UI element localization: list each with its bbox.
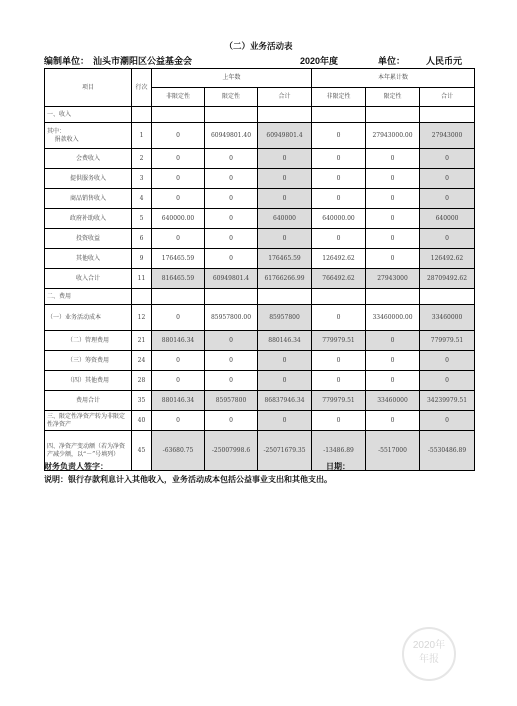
cell-prev-total: 60949801.4: [258, 123, 312, 149]
cell-prev-restricted: 60949801.40: [205, 123, 258, 149]
row-label: 政府补助收入: [45, 209, 132, 229]
cell-curr-restricted: 0: [366, 351, 420, 371]
cell-prev-restricted: 0: [205, 189, 258, 209]
footnote: 说明：银行存款利息计入其他收入，业务活动成本包括公益事业支出和其他支出。: [44, 475, 332, 484]
cell-curr-restricted: [366, 107, 420, 123]
row-number: 45: [132, 431, 152, 471]
table-row: [45, 411, 475, 431]
cell-curr-total: 126492.62: [420, 249, 475, 269]
cell-prev-unrestricted: 640000.00: [152, 209, 205, 229]
table-row: [45, 149, 475, 169]
cell-prev-unrestricted: -63680.75: [152, 431, 205, 471]
cell-curr-total: 0: [420, 351, 475, 371]
cell-prev-total: 640000: [258, 209, 312, 229]
row-label: （三）筹资费用: [45, 351, 132, 371]
cell-prev-restricted: 0: [205, 411, 258, 431]
row-number: 11: [132, 269, 152, 289]
cell-curr-restricted: 0: [366, 169, 420, 189]
cell-prev-unrestricted: 0: [152, 149, 205, 169]
cell-prev-total: 0: [258, 229, 312, 249]
report-year: 2020年度: [300, 56, 339, 66]
row-label: 三、限定性净资产转为非限定性净资产: [45, 411, 132, 431]
cell-curr-restricted: 27943000: [366, 269, 420, 289]
cell-curr-restricted: 0: [366, 371, 420, 391]
cell-prev-total: 0: [258, 169, 312, 189]
cell-curr-restricted: 33460000.00: [366, 305, 420, 331]
row-label: （一）业务活动成本: [45, 305, 132, 331]
activity-table: [44, 68, 475, 471]
cell-curr-unrestricted: 766492.62: [312, 269, 366, 289]
cell-prev-restricted: 0: [205, 351, 258, 371]
cell-curr-restricted: 27943000.00: [366, 123, 420, 149]
row-number: 1: [132, 123, 152, 149]
currency-label: 单位：: [378, 56, 406, 66]
cell-prev-unrestricted: [152, 289, 205, 305]
cell-prev-restricted: 60949801.4: [205, 269, 258, 289]
cell-prev-unrestricted: 880146.34: [152, 391, 205, 411]
annual-report-watermark: [402, 627, 456, 681]
cell-curr-total: 33460000: [420, 305, 475, 331]
table-row: [45, 107, 475, 123]
cell-prev-unrestricted: 0: [152, 371, 205, 391]
header-prev-total: 合计: [258, 88, 312, 107]
table-row: [45, 305, 475, 331]
cell-curr-unrestricted: 0: [312, 351, 366, 371]
watermark-label: 年报: [419, 654, 439, 665]
cell-curr-total: 640000: [420, 209, 475, 229]
cell-curr-unrestricted: 0: [312, 305, 366, 331]
cell-prev-total: 85957800: [258, 305, 312, 331]
row-label: 二、费用: [45, 289, 132, 305]
cell-curr-unrestricted: 126492.62: [312, 249, 366, 269]
row-number: 4: [132, 189, 152, 209]
cell-prev-unrestricted: 0: [152, 123, 205, 149]
cell-prev-restricted: 85957800.00: [205, 305, 258, 331]
cell-prev-restricted: 0: [205, 331, 258, 351]
report-title: （二）业务活动表: [224, 41, 293, 51]
cell-curr-unrestricted: 0: [312, 189, 366, 209]
cell-curr-unrestricted: 0: [312, 229, 366, 249]
row-number: 28: [132, 371, 152, 391]
cell-prev-restricted: -25007998.6: [205, 431, 258, 471]
cell-curr-unrestricted: 0: [312, 371, 366, 391]
row-number: 2: [132, 149, 152, 169]
cell-curr-restricted: 0: [366, 209, 420, 229]
header-prev-unrestricted: 非限定性: [152, 88, 205, 107]
row-number: 35: [132, 391, 152, 411]
row-label: 其中： 捐款收入: [45, 123, 132, 149]
cell-curr-unrestricted: [312, 289, 366, 305]
row-number: 21: [132, 331, 152, 351]
cell-curr-restricted: 0: [366, 189, 420, 209]
org-label-text: 编制单位：: [44, 56, 90, 66]
cell-prev-restricted: 0: [205, 229, 258, 249]
cell-curr-unrestricted: 640000.00: [312, 209, 366, 229]
table-row: [45, 269, 475, 289]
cell-prev-unrestricted: [152, 107, 205, 123]
cell-curr-total: 34239979.51: [420, 391, 475, 411]
cell-curr-total: 0: [420, 411, 475, 431]
cell-curr-total: 28709492.62: [420, 269, 475, 289]
table-row: [45, 391, 475, 411]
cell-curr-total: 0: [420, 169, 475, 189]
row-number: 9: [132, 249, 152, 269]
header-curr-restricted: 限定性: [366, 88, 420, 107]
cell-prev-restricted: 0: [205, 169, 258, 189]
cell-prev-restricted: 0: [205, 209, 258, 229]
table-row: [45, 249, 475, 269]
cell-curr-total: 0: [420, 229, 475, 249]
cell-curr-total: 0: [420, 189, 475, 209]
cell-prev-unrestricted: 0: [152, 351, 205, 371]
cell-curr-unrestricted: 0: [312, 411, 366, 431]
currency-unit: 人民币元: [426, 56, 463, 66]
header-prev-restricted: 限定性: [205, 88, 258, 107]
header-prev-year: 上年数: [152, 69, 312, 88]
cell-curr-total: 0: [420, 149, 475, 169]
cell-prev-total: 86837946.34: [258, 391, 312, 411]
cell-prev-total: [258, 289, 312, 305]
row-number: 5: [132, 209, 152, 229]
row-label: 会费收入: [45, 149, 132, 169]
row-label: 四、净资产变动额（若为净资产减少额，以“－”号填列）: [45, 431, 132, 471]
cell-curr-unrestricted: 0: [312, 169, 366, 189]
cell-curr-total: [420, 289, 475, 305]
cell-prev-unrestricted: 880146.34: [152, 331, 205, 351]
cell-curr-unrestricted: [312, 107, 366, 123]
cell-prev-unrestricted: 816465.59: [152, 269, 205, 289]
row-label: 商品销售收入: [45, 189, 132, 209]
cell-curr-restricted: 0: [366, 331, 420, 351]
row-number: 3: [132, 169, 152, 189]
cell-curr-restricted: -5517000: [366, 431, 420, 471]
row-label: 一、收入: [45, 107, 132, 123]
row-label: 收入合计: [45, 269, 132, 289]
date-label: 日期：: [326, 462, 350, 471]
watermark-year: 2020年: [412, 640, 446, 651]
row-number: [132, 107, 152, 123]
cell-curr-restricted: 0: [366, 249, 420, 269]
cell-prev-unrestricted: 0: [152, 305, 205, 331]
cell-prev-total: 176465.59: [258, 249, 312, 269]
table-row: [45, 289, 475, 305]
table-row: [45, 189, 475, 209]
cell-curr-restricted: 0: [366, 229, 420, 249]
cell-curr-unrestricted: 0: [312, 149, 366, 169]
row-number: 40: [132, 411, 152, 431]
table-row: [45, 351, 475, 371]
cell-curr-restricted: 33460000: [366, 391, 420, 411]
cell-prev-total: 0: [258, 189, 312, 209]
table-row: [45, 123, 475, 149]
cell-prev-unrestricted: 0: [152, 169, 205, 189]
row-label: 提供服务收入: [45, 169, 132, 189]
row-label: 费用合计: [45, 391, 132, 411]
table-row: [45, 169, 475, 189]
row-number: 6: [132, 229, 152, 249]
row-label: （二）管理费用: [45, 331, 132, 351]
header-curr-unrestricted: 非限定性: [312, 88, 366, 107]
cell-prev-unrestricted: 0: [152, 189, 205, 209]
cell-prev-total: 880146.34: [258, 331, 312, 351]
row-number: 24: [132, 351, 152, 371]
table-row: [45, 371, 475, 391]
cell-prev-unrestricted: 0: [152, 229, 205, 249]
cell-prev-restricted: 85957800: [205, 391, 258, 411]
cell-curr-total: 779979.51: [420, 331, 475, 351]
cell-curr-unrestricted: -13486.89: [312, 431, 366, 471]
cell-prev-restricted: 0: [205, 249, 258, 269]
header-curr-total: 合计: [420, 88, 475, 107]
cell-prev-restricted: [205, 107, 258, 123]
cell-prev-total: 0: [258, 149, 312, 169]
cell-prev-total: 0: [258, 371, 312, 391]
cell-curr-unrestricted: 779979.51: [312, 331, 366, 351]
header-current-year: 本年累计数: [312, 69, 475, 88]
cell-prev-total: [258, 107, 312, 123]
table-row: [45, 431, 475, 471]
row-number: [132, 289, 152, 305]
table-row: [45, 229, 475, 249]
row-number: 12: [132, 305, 152, 331]
cell-curr-restricted: 0: [366, 411, 420, 431]
row-label: 其他收入: [45, 249, 132, 269]
cell-prev-restricted: [205, 289, 258, 305]
row-label: 投资收益: [45, 229, 132, 249]
header-item: 项目: [45, 69, 132, 107]
org-name: 汕头市潮阳区公益基金会: [93, 56, 193, 66]
cell-prev-total: -25071679.35: [258, 431, 312, 471]
cell-prev-total: 61766266.99: [258, 269, 312, 289]
cell-curr-total: 27943000: [420, 123, 475, 149]
cell-curr-total: [420, 107, 475, 123]
cell-curr-unrestricted: 779979.51: [312, 391, 366, 411]
cell-prev-restricted: 0: [205, 149, 258, 169]
cell-curr-total: 0: [420, 371, 475, 391]
cell-prev-total: 0: [258, 351, 312, 371]
cell-prev-unrestricted: 176465.59: [152, 249, 205, 269]
table-row: [45, 331, 475, 351]
cell-prev-unrestricted: 0: [152, 411, 205, 431]
cell-prev-total: 0: [258, 411, 312, 431]
cell-curr-unrestricted: 0: [312, 123, 366, 149]
header-row-no: 行次: [132, 69, 152, 107]
org-label: [44, 54, 192, 67]
cell-curr-total: -5530486.89: [420, 431, 475, 471]
cell-curr-restricted: [366, 289, 420, 305]
cell-curr-restricted: 0: [366, 149, 420, 169]
signature-label: 财务负责人签字：: [44, 462, 108, 471]
cell-prev-restricted: 0: [205, 371, 258, 391]
table-row: [45, 209, 475, 229]
row-label: （四）其他费用: [45, 371, 132, 391]
